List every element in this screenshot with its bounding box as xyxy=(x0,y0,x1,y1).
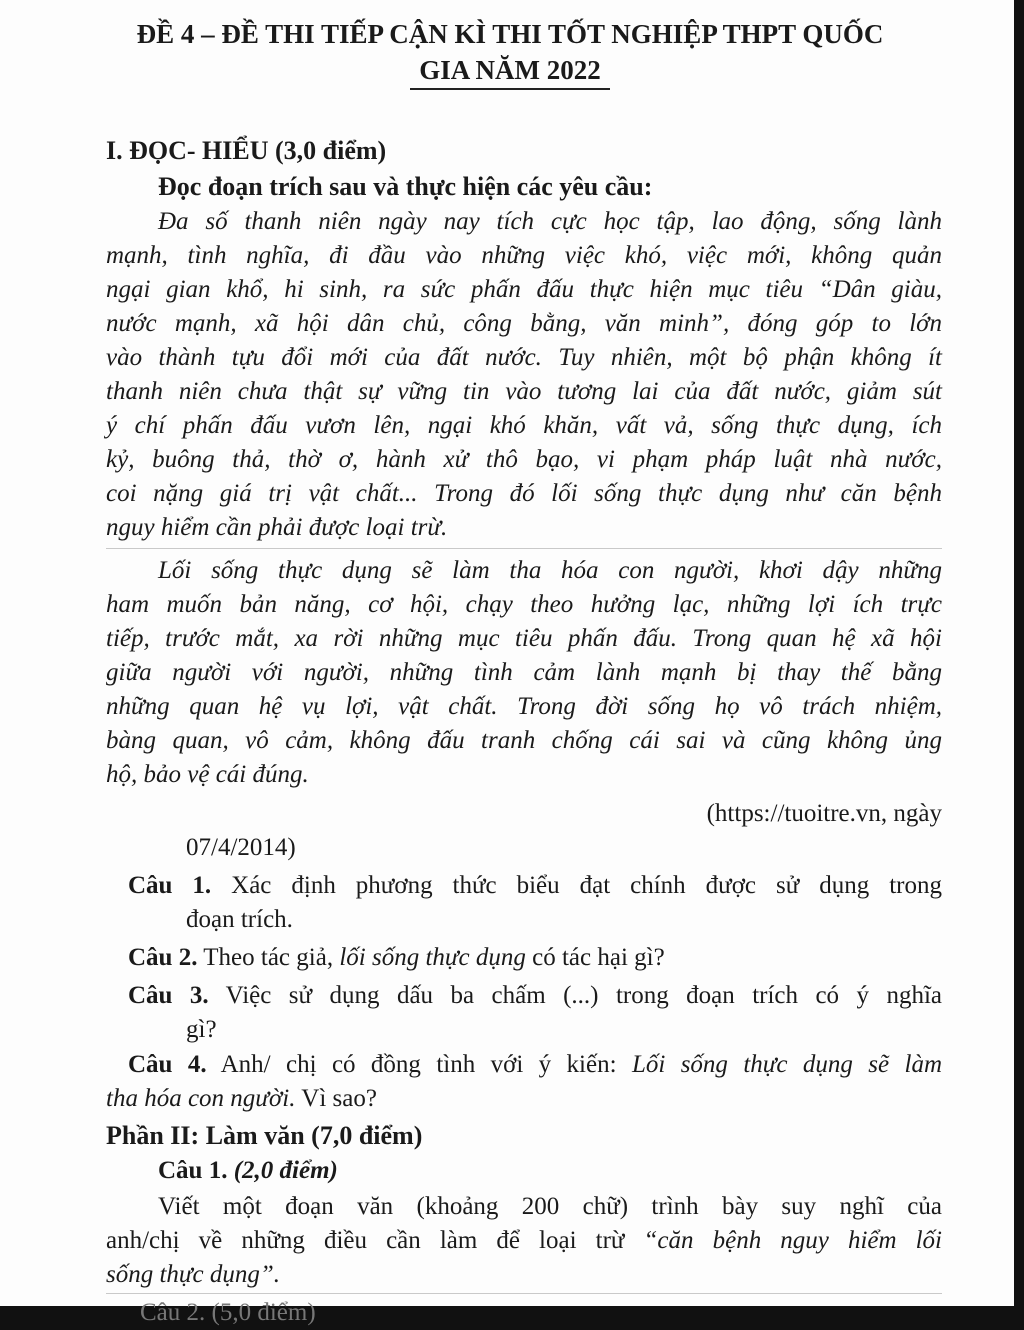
part2-question-1-label: Câu 1. xyxy=(158,1157,228,1184)
passage-line: vào thành tựu đổi mới của đất nước. Tuy nhiên, một bộ phận không ít xyxy=(106,344,942,371)
passage-line: những quan hệ vụ lợi, vật chất. Trong đời sống họ vô trách nhiệm, xyxy=(106,693,942,720)
question-2 xyxy=(128,941,665,975)
question-1-text: Xác định phương thức biểu đạt chính được sử dụng trong xyxy=(211,872,942,899)
source-citation-line-1: (https://tuoitre.vn, ngày xyxy=(706,800,942,827)
question-4-label: Câu 4. xyxy=(128,1051,207,1078)
essay-prompt-line: Viết một đoạn văn (khoảng 200 chữ) trình bày suy nghĩ của xyxy=(158,1193,942,1220)
part2-heading: Phần II: Làm văn (7,0 điểm) xyxy=(106,1121,423,1150)
passage-line: ngại gian khổ, hi sinh, ra sức phấn đấu thực hiện mục tiêu “Dân giàu, xyxy=(106,276,942,303)
part1-heading: I. ĐỌC- HIỂU (3,0 điểm) xyxy=(106,136,387,165)
passage-line: coi nặng giá trị vật chất... Trong đó lối sống thực dụng như căn bệnh xyxy=(106,480,942,507)
exam-title-line-2: GIA NĂM 2022 xyxy=(419,55,601,85)
part2-question-1-points: (2,0 điểm) xyxy=(227,1157,338,1184)
part2-question-1 xyxy=(158,1154,338,1188)
part2-question-2-cutoff: Câu 2. (5,0 điểm) xyxy=(140,1299,316,1326)
essay-prompt-italic: “căn bệnh nguy hiểm lối xyxy=(643,1227,943,1254)
question-4-italic-end: tha hóa con người. xyxy=(106,1085,296,1112)
passage-line: ý chí phấn đấu vươn lên, ngại khó khăn, vất vả, sống thực dụng, ích xyxy=(106,412,942,439)
passage-line: ham muốn bản năng, cơ hội, chạy theo hưởng lạc, những lợi ích trực xyxy=(106,591,942,618)
passage-line: hộ, bảo vệ cái đúng. xyxy=(106,761,309,788)
reading-instruction: Đọc đoạn trích sau và thực hiện các yêu cầu: xyxy=(158,172,653,201)
essay-prompt-line: sống thực dụng”. xyxy=(106,1261,281,1288)
question-2-italic: lối sống thực dụng xyxy=(339,944,526,971)
question-3-continuation: gì? xyxy=(186,1016,217,1043)
question-3-label: Câu 3. xyxy=(128,982,209,1009)
passage-line: nước mạnh, xã hội dân chủ, công bằng, văn minh”, đóng góp to lớn xyxy=(106,310,942,337)
passage-line: giữa người với người, những tình cảm lành mạnh bị thay thế bằng xyxy=(106,659,942,686)
essay-prompt-line xyxy=(106,1224,942,1258)
question-1-label: Câu 1. xyxy=(128,872,212,899)
question-1-continuation: đoạn trích. xyxy=(186,906,293,933)
title-underline xyxy=(410,88,610,90)
question-4 xyxy=(128,1048,942,1082)
passage-line: Lối sống thực dụng sẽ làm tha hóa con người, khơi dậy những xyxy=(158,557,942,584)
essay-prompt-text: anh/chị về những điều cần làm để loại trừ xyxy=(106,1227,644,1254)
question-2-text: Theo tác giả, xyxy=(197,944,340,971)
passage-line: thanh niên chưa thật sự vững tin vào tương lai của đất nước, giảm sút xyxy=(106,378,942,405)
question-3 xyxy=(128,979,942,1013)
source-citation-line-2: 07/4/2014) xyxy=(186,834,296,861)
photo-edge xyxy=(1014,0,1024,1306)
question-2-label: Câu 2. xyxy=(128,944,198,971)
question-4-italic: Lối sống thực dụng sẽ làm xyxy=(631,1051,942,1078)
question-4-text: Anh/ chị có đồng tình với ý kiến: xyxy=(206,1051,632,1078)
passage-line: Đa số thanh niên ngày nay tích cực học tập, lao động, sống lành xyxy=(158,208,942,235)
scan-rule xyxy=(106,1293,942,1294)
passage-line: bàng quan, vô cảm, không đấu tranh chống cái sai và cũng không ủng xyxy=(106,727,942,754)
passage-line: nguy hiểm cần phải được loại trừ. xyxy=(106,514,448,541)
passage-line: mạnh, tình nghĩa, đi đầu vào những việc khó, việc mới, không quản xyxy=(106,242,942,269)
passage-line: kỷ, buông thả, thờ ơ, hành xử thô bạo, vi phạm pháp luật nhà nước, xyxy=(106,446,942,473)
question-3-text: Việc sử dụng dấu ba chấm (...) trong đoạn trích có ý nghĩa xyxy=(208,982,942,1009)
question-4-continuation xyxy=(106,1082,377,1116)
exam-title-line-1: ĐỀ 4 – ĐỀ THI TIẾP CẬN KÌ THI TỐT NGHIỆP THPT QUỐC xyxy=(136,19,884,49)
scan-rule xyxy=(106,548,942,549)
question-4-text-end: Vì sao? xyxy=(295,1085,377,1112)
question-1 xyxy=(128,869,942,903)
question-2-text-end: có tác hại gì? xyxy=(525,944,665,971)
passage-line: tiếp, trước mắt, xa rời những mục tiêu phấn đấu. Trong quan hệ xã hội xyxy=(106,625,942,652)
